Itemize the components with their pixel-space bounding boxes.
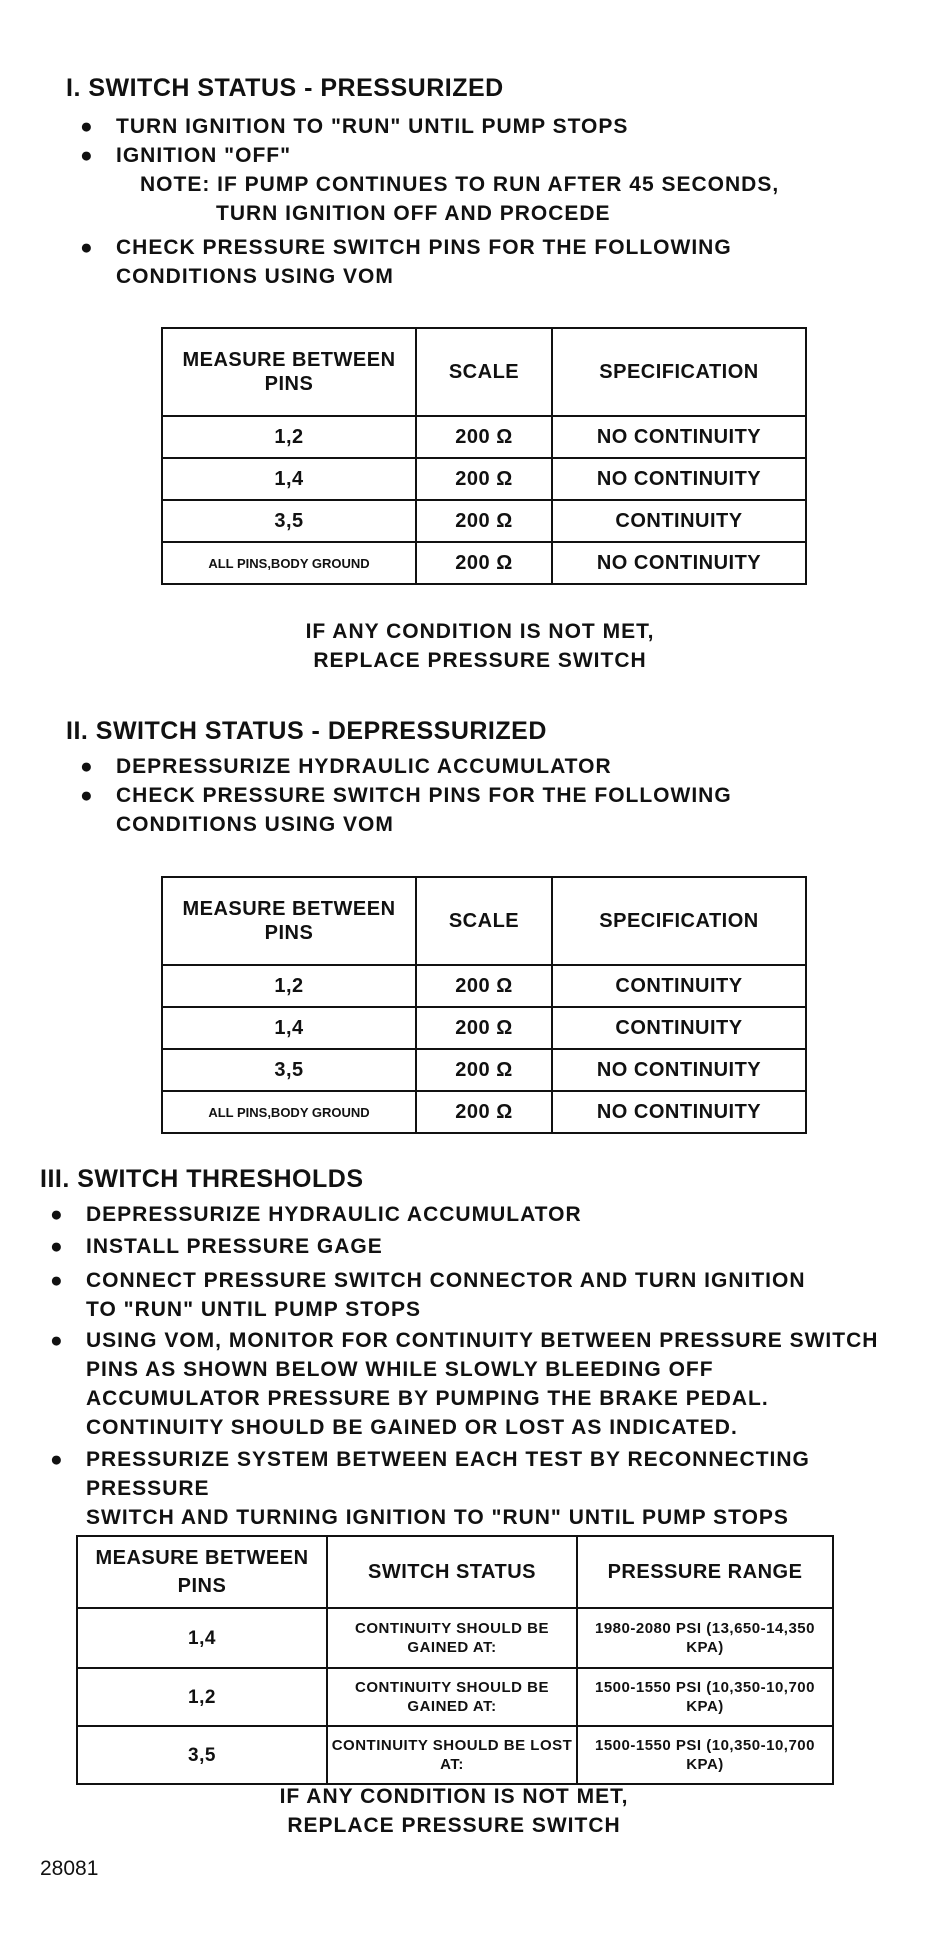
bullet-text-line: ACCUMULATOR PRESSURE BY PUMPING THE BRAKE PEDAL.	[86, 1387, 769, 1410]
bullet-text: DEPRESSURIZE HYDRAULIC ACCUMULATOR	[116, 755, 612, 778]
spec-cell: CONTINUITY	[552, 965, 806, 1007]
section2-bullet-2-cont: CONDITIONS USING VOM	[116, 813, 394, 836]
pressure-cell: 1980-2080 PSI (13,650-14,350 KPA)	[577, 1608, 833, 1668]
figure-number: 28081	[40, 1857, 99, 1880]
section3-bullet-5	[50, 1445, 930, 1532]
bullet-text: CHECK PRESSURE SWITCH PINS FOR THE FOLLOWING	[116, 236, 732, 259]
pressure-cell: 1500-1550 PSI (10,350-10,700 KPA)	[577, 1668, 833, 1726]
table-row	[77, 1608, 833, 1668]
bullet-dot-icon: ●	[50, 1269, 64, 1292]
pins-cell: ALL PINS,BODY GROUND	[162, 1091, 416, 1133]
section2-bullet-1	[80, 752, 612, 781]
bullet-dot-icon: ●	[80, 784, 94, 807]
table-row	[162, 416, 806, 458]
table-row	[77, 1726, 833, 1784]
header-cell: MEASURE BETWEEN PINS	[77, 1536, 327, 1608]
table-row	[162, 500, 806, 542]
scale-cell: 200 Ω	[416, 542, 552, 584]
header-cell: MEASURE BETWEEN PINS	[162, 328, 416, 416]
table-header-row	[162, 328, 806, 416]
pins-cell: 1,4	[162, 458, 416, 500]
section1-heading: I. SWITCH STATUS - PRESSURIZED	[66, 74, 504, 102]
section1-bullet-1	[80, 112, 629, 141]
section1-note-line-1: NOTE: IF PUMP CONTINUES TO RUN AFTER 45 SECONDS,	[140, 173, 780, 196]
section3-bullet-2	[50, 1232, 383, 1261]
pins-cell: 1,4	[162, 1007, 416, 1049]
header-cell: MEASURE BETWEEN PINS	[162, 877, 416, 965]
spec-cell: CONTINUITY	[552, 500, 806, 542]
bullet-text-line: PINS AS SHOWN BELOW WHILE SLOWLY BLEEDING OFF	[86, 1358, 714, 1381]
spec-cell: NO CONTINUITY	[552, 542, 806, 584]
bullet-dot-icon: ●	[80, 755, 94, 778]
section1-spec-table	[161, 327, 807, 585]
bullet-text: DEPRESSURIZE HYDRAULIC ACCUMULATOR	[86, 1203, 582, 1226]
spec-cell: NO CONTINUITY	[552, 458, 806, 500]
status-cell: CONTINUITY SHOULD BE LOST AT:	[327, 1726, 577, 1784]
bullet-text-line: CONTINUITY SHOULD BE GAINED OR LOST AS INDICATED.	[86, 1416, 738, 1439]
pins-cell: 1,2	[162, 965, 416, 1007]
header-cell: SPECIFICATION	[552, 328, 806, 416]
spec-cell: NO CONTINUITY	[552, 1049, 806, 1091]
scale-cell: 200 Ω	[416, 416, 552, 458]
table-row	[162, 542, 806, 584]
footer-line: IF ANY CONDITION IS NOT MET,	[279, 1785, 629, 1808]
table-row	[162, 1007, 806, 1049]
section3-heading: III. SWITCH THRESHOLDS	[40, 1165, 364, 1193]
section2-heading: II. SWITCH STATUS - DEPRESSURIZED	[66, 717, 547, 745]
section3-threshold-table	[76, 1535, 834, 1785]
scale-cell: 200 Ω	[416, 458, 552, 500]
section1-bullet-3	[80, 233, 732, 262]
bullet-text-line: TO "RUN" UNTIL PUMP STOPS	[86, 1298, 422, 1321]
spec-cell: NO CONTINUITY	[552, 416, 806, 458]
section1-bullet-2	[80, 141, 292, 170]
scale-cell: 200 Ω	[416, 500, 552, 542]
header-cell: SPECIFICATION	[552, 877, 806, 965]
bullet-dot-icon: ●	[50, 1448, 64, 1471]
footer-line: REPLACE PRESSURE SWITCH	[313, 649, 647, 672]
bullet-dot-icon: ●	[80, 236, 94, 259]
bullet-dot-icon: ●	[50, 1329, 64, 1352]
bullet-dot-icon: ●	[50, 1203, 64, 1226]
header-cell: SCALE	[416, 328, 552, 416]
bullet-dot-icon: ●	[80, 115, 94, 138]
pins-cell: 3,5	[162, 500, 416, 542]
pins-cell: 1,2	[77, 1668, 327, 1726]
section2-bullet-2	[80, 781, 732, 810]
section3-bullet-1	[50, 1200, 582, 1229]
table-row	[162, 1049, 806, 1091]
table-row	[77, 1668, 833, 1726]
table-row	[162, 458, 806, 500]
section3-footer	[204, 1782, 704, 1840]
bullet-text-line: PRESSURIZE SYSTEM BETWEEN EACH TEST BY RECONNECTING PRESSURE	[86, 1448, 810, 1500]
header-cell: SWITCH STATUS	[327, 1536, 577, 1608]
scale-cell: 200 Ω	[416, 1007, 552, 1049]
table-row	[162, 965, 806, 1007]
spec-cell: NO CONTINUITY	[552, 1091, 806, 1133]
pins-cell: 1,2	[162, 416, 416, 458]
scale-cell: 200 Ω	[416, 1091, 552, 1133]
section3-bullet-3	[50, 1266, 806, 1324]
bullet-text-line: USING VOM, MONITOR FOR CONTINUITY BETWEEN PRESSURE SWITCH	[86, 1329, 879, 1352]
section3-bullet-4	[50, 1326, 879, 1442]
table-row	[162, 1091, 806, 1133]
header-cell: PRESSURE RANGE	[577, 1536, 833, 1608]
section2-spec-table	[161, 876, 807, 1134]
bullet-dot-icon: ●	[50, 1235, 64, 1258]
table-header-row	[162, 877, 806, 965]
table-header-row	[77, 1536, 833, 1608]
status-cell: CONTINUITY SHOULD BE GAINED AT:	[327, 1608, 577, 1668]
footer-line: IF ANY CONDITION IS NOT MET,	[305, 620, 655, 643]
pins-cell: 1,4	[77, 1608, 327, 1668]
pressure-cell: 1500-1550 PSI (10,350-10,700 KPA)	[577, 1726, 833, 1784]
section1-note-line-2: TURN IGNITION OFF AND PROCEDE	[216, 202, 611, 225]
bullet-text: TURN IGNITION TO "RUN" UNTIL PUMP STOPS	[116, 115, 629, 138]
section1-bullet-3-cont: CONDITIONS USING VOM	[116, 265, 394, 288]
header-cell: SCALE	[416, 877, 552, 965]
spec-cell: CONTINUITY	[552, 1007, 806, 1049]
footer-line: REPLACE PRESSURE SWITCH	[287, 1814, 621, 1837]
scale-cell: 200 Ω	[416, 1049, 552, 1091]
section1-footer	[230, 617, 730, 675]
pins-cell: 3,5	[162, 1049, 416, 1091]
pins-cell: 3,5	[77, 1726, 327, 1784]
bullet-text-line: CONNECT PRESSURE SWITCH CONNECTOR AND TURN IGNITION	[86, 1269, 806, 1292]
bullet-text: CHECK PRESSURE SWITCH PINS FOR THE FOLLOWING	[116, 784, 732, 807]
bullet-text: INSTALL PRESSURE GAGE	[86, 1235, 383, 1258]
bullet-text: IGNITION "OFF"	[116, 144, 292, 167]
bullet-dot-icon: ●	[80, 144, 94, 167]
bullet-text-line: SWITCH AND TURNING IGNITION TO "RUN" UNTIL PUMP STOPS	[86, 1506, 789, 1529]
scale-cell: 200 Ω	[416, 965, 552, 1007]
status-cell: CONTINUITY SHOULD BE GAINED AT:	[327, 1668, 577, 1726]
pins-cell: ALL PINS,BODY GROUND	[162, 542, 416, 584]
